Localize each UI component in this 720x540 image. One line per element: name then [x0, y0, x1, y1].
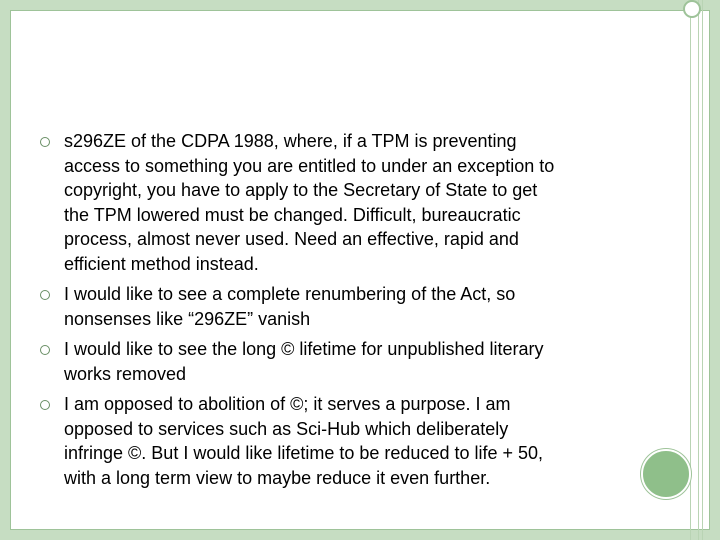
hollow-circle-bullet-icon [40, 400, 50, 410]
frame-rail-line [702, 0, 703, 540]
bullet-text: s296ZE of the CDPA 1988, where, if a TPM is preventing access to something you are entitled to under an exception to copyright, you have to apply to the Secretary of State to get the TPM lowered must be changed. Difficult, bureaucratic process, almost never used. Need an effective, rapid and efficient method instead. [64, 131, 555, 274]
small-ring-ornament-icon [683, 0, 701, 18]
bullet-item [40, 337, 640, 386]
bullet-text: I would like to see a complete renumbering of the Act, so nonsenses like “296ZE” vanish [64, 284, 516, 329]
frame-rail-line [690, 0, 691, 540]
bullet-list [40, 129, 640, 496]
frame-rail-line [698, 0, 699, 540]
bullet-item [40, 282, 640, 331]
hollow-circle-bullet-icon [40, 345, 50, 355]
bullet-text: I would like to see the long © lifetime for unpublished literary works removed [64, 339, 544, 384]
hollow-circle-bullet-icon [40, 290, 50, 300]
hollow-circle-bullet-icon [40, 137, 50, 147]
bullet-item [40, 129, 640, 276]
green-circle-ornament-icon [641, 449, 691, 499]
bullet-item [40, 392, 640, 490]
bullet-text: I am opposed to abolition of ©; it serves a purpose. I am opposed to services such as Sci-Hub which deliberately infringe ©. But I would like lifetime to be reduced to life + 50, with a long term view to maybe reduce it even further. [64, 394, 544, 488]
